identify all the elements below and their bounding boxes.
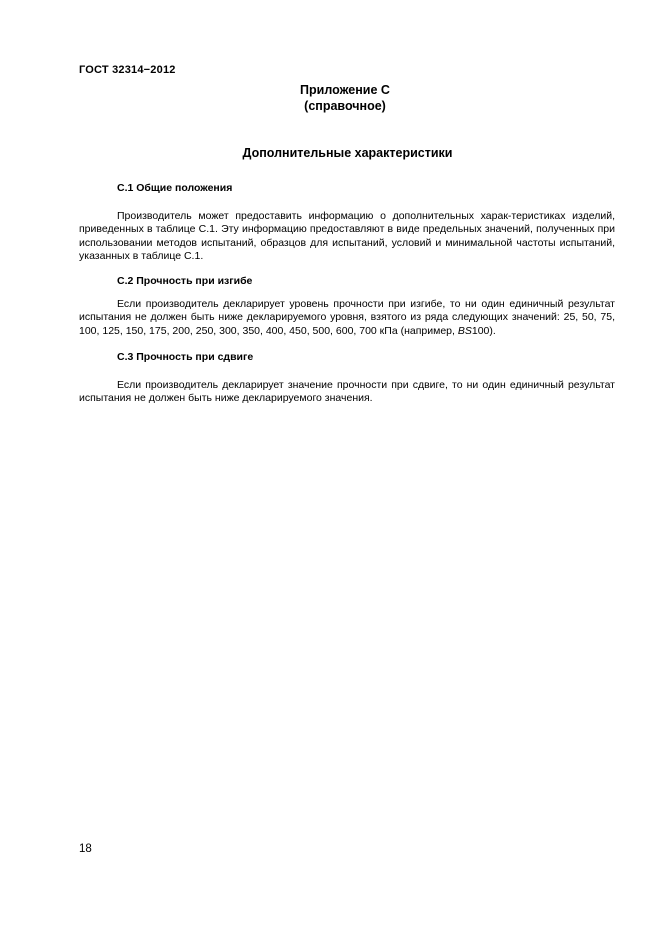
annex-subtitle: (справочное) (304, 99, 386, 113)
page-number: 18 (79, 843, 92, 855)
main-heading: Дополнительные характеристики (242, 146, 453, 160)
section-text-c2 (79, 298, 615, 338)
document-code: ГОСТ 32314−2012 (79, 64, 176, 76)
section-heading-c1: С.1 Общие положения (117, 182, 233, 194)
section-text-c2-main: Если производитель декларирует уровень прочности при изгибе, то ни один единичный результат испытания не должен быть ниже декларируемого уровня, взятого из ряда следующих значений: 25, 50, 75, 100, 125, 150, 175, 200, 250, 300, 350, 400, 450, 500, 600, 700 кПа (например, (79, 298, 615, 337)
section-heading-c3: С.3 Прочность при сдвиге (117, 351, 254, 363)
annex-title: Приложение С (300, 83, 390, 97)
section-text-c3: Если производитель декларирует значение прочности при сдвиге, то ни один единичный результат испытания не должен быть ниже декларируемого значения. (79, 379, 615, 405)
section-text-c1: Производитель может предоставить информацию о дополнительных харак-теристиках изделий, приведенных в таблице С.1. Эту информацию предоставляют в виде предельных значений, полученных при использовании методов испытаний, образцов для испытаний, условий и минимальной частоты испытаний, указанных в таблице С.1. (79, 210, 615, 262)
section-heading-c2: С.2 Прочность при изгибе (117, 275, 253, 287)
section-text-c2-italic: BS (457, 324, 472, 337)
section-text-c2-end: 100). (471, 324, 496, 337)
